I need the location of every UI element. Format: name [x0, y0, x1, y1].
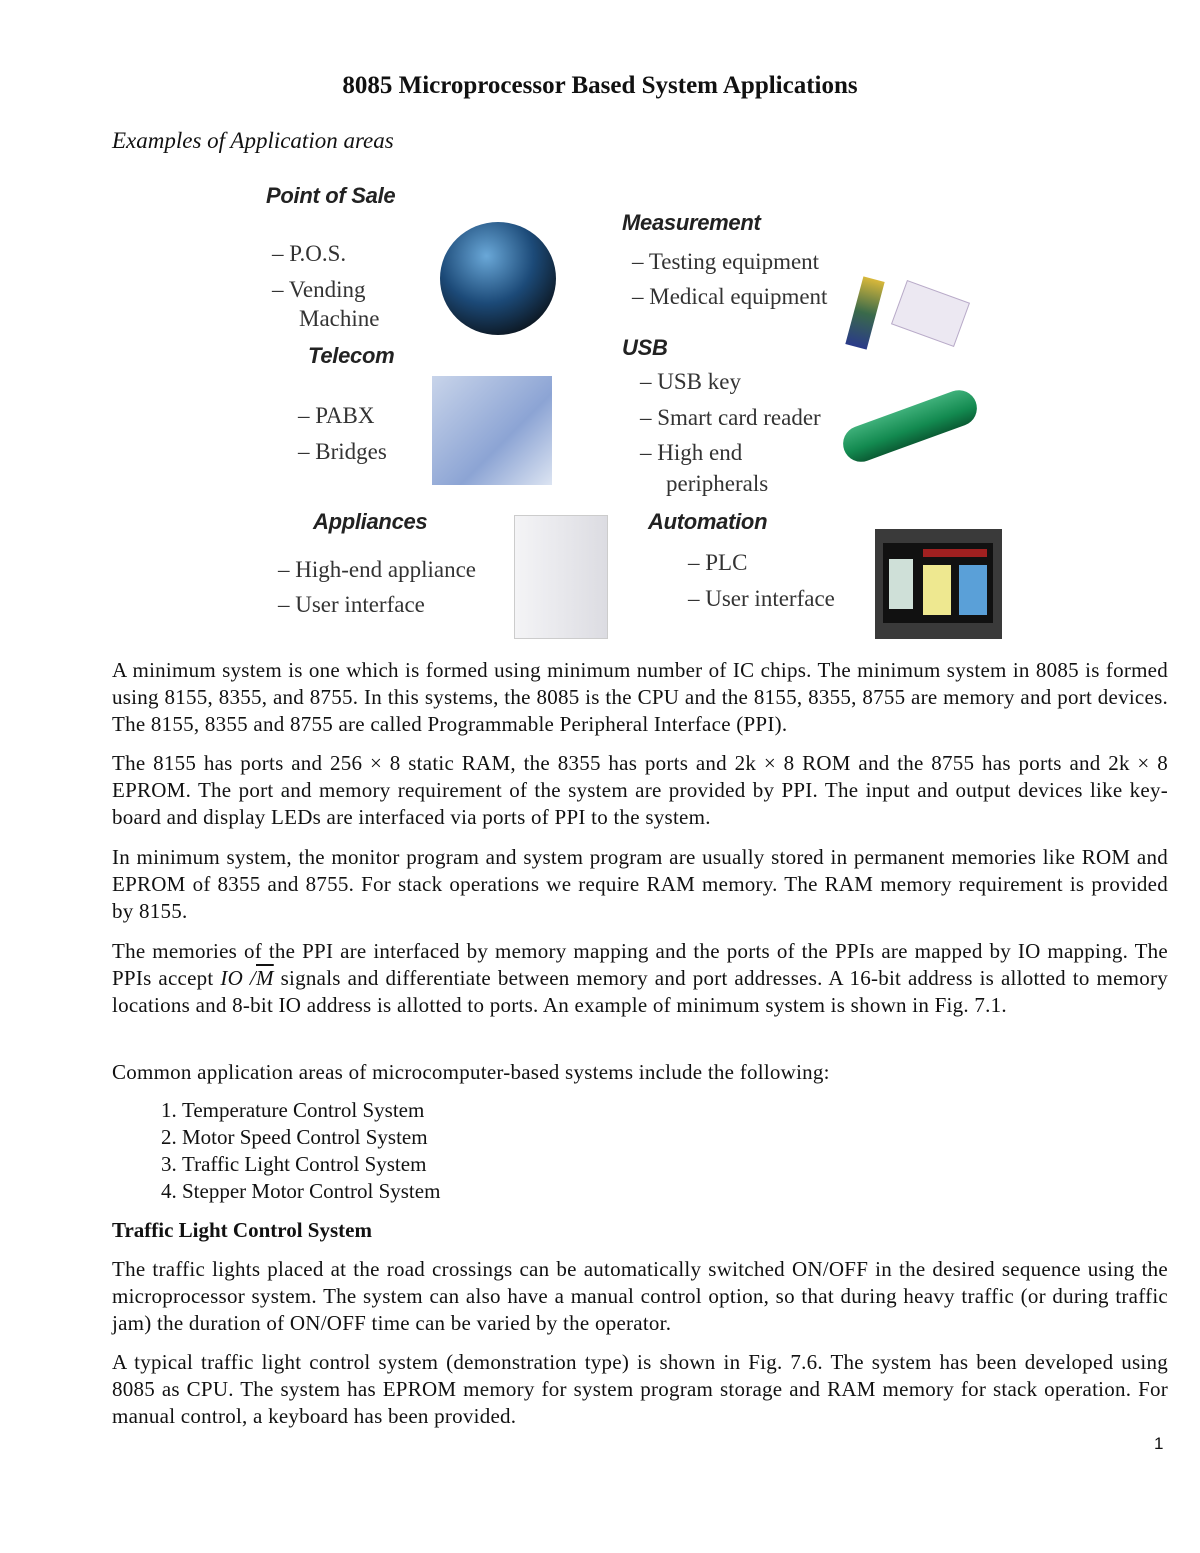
telecom-image — [432, 376, 552, 485]
paragraph-traffic-lights: The traffic lights placed at the road crossings can be automatically switched ON/OFF in the desired sequence using the microprocessor system. The system can also have a manual control option, so that during heavy traffic (or during traffic jam) the duration of ON/OFF time can be varied by the operator. — [112, 1257, 1168, 1335]
item: – Testing equipment — [632, 249, 820, 274]
item: peripherals — [666, 471, 769, 496]
page-number: 1 — [1154, 1434, 1164, 1453]
heading-usb: USB — [622, 335, 668, 360]
text: The memories of the PPI are interfaced by memory mapping and the ports of the PPIs are mapped by IO mapping. The PPIs accept — [112, 939, 1168, 990]
item: – Vending — [272, 277, 366, 302]
section-subtitle: Examples of Application areas — [112, 128, 394, 153]
item: Machine — [299, 306, 380, 331]
item: – Smart card reader — [640, 405, 821, 430]
paragraph-memory-mapping — [112, 938, 1168, 1019]
application-list — [140, 1097, 440, 1205]
item: – USB key — [640, 369, 741, 394]
item: – High-end appliance — [278, 557, 476, 582]
heading-point-of-sale: Point of Sale — [266, 183, 396, 208]
washing-machine-image — [514, 515, 608, 639]
usb-key-image — [838, 385, 982, 467]
item: – Medical equipment — [632, 284, 828, 309]
paragraph-minimum-system: A minimum system is one which is formed using minimum number of IC chips. The minimum system in 8085 is formed using 8155, 8355, and 8755. In this systems, the 8085 is the CPU and the 8155, 8355, 8755 are memory and port devices. The 8155, 8355 and 8755 are called Programmable Peripheral Interface (PPI). — [112, 658, 1168, 736]
heading-appliances: Appliances — [313, 509, 428, 534]
io-signal: IO / — [220, 966, 256, 990]
pos-keyboard-image — [440, 222, 556, 335]
m-bar-signal: $\overline{M}$ — [256, 966, 274, 990]
page-title: 8085 Microprocessor Based System Applications — [342, 72, 858, 99]
paragraph-common-areas: Common application areas of microcomputer-based systems include the following: — [112, 1060, 830, 1084]
item: – P.O.S. — [272, 241, 347, 266]
item: – Bridges — [298, 439, 387, 464]
medical-equipment-image — [852, 270, 972, 350]
paragraph-monitor-program: In minimum system, the monitor program and system program are usually stored in permanent memories like ROM and EPROM of 8355 and 8755. For stack operations we require RAM memory. The RAM memory requirement is provided by 8155. — [112, 845, 1168, 923]
paragraph-typical-system: A typical traffic light control system (demonstration type) is shown in Fig. 7.6. The system has been developed using 8085 as CPU. The system has EPROM memory for system program storage and RAM memory for stack operation. For manual control, a keyboard has been provided. — [112, 1350, 1168, 1428]
list-item: 4. Stepper Motor Control System — [182, 1178, 440, 1205]
paragraph-8155-details: The 8155 has ports and 256 × 8 static RAM, the 8355 has ports and 2k × 8 ROM and the 8755 has ports and 2k × 8 EPROM. The port and memory requirement of the system are provided by PPI. The input and output devices like key-board and display LEDs are interfaced via ports of PPI to the system. — [112, 751, 1168, 829]
item: – High end — [640, 440, 743, 465]
list-item: 3. Traffic Light Control System — [182, 1151, 440, 1178]
item: – PABX — [298, 403, 375, 428]
heading-measurement: Measurement — [622, 210, 761, 235]
list-item: 1. Temperature Control System — [182, 1097, 440, 1124]
plc-panel-image — [875, 529, 1002, 639]
list-item: 2. Motor Speed Control System — [182, 1124, 440, 1151]
heading-telecom: Telecom — [308, 343, 395, 368]
text: signals and differentiate between memory and port addresses. A 16-bit address is allotted to memory locations and 8-bit IO address is allotted to ports. An example of minimum system is shown in Fig. 7.1. — [112, 966, 1168, 1017]
item: – User interface — [278, 592, 425, 617]
section-heading-traffic-light: Traffic Light Control System — [112, 1218, 372, 1242]
heading-automation: Automation — [648, 509, 768, 534]
item: – User interface — [688, 586, 835, 611]
item: – PLC — [688, 550, 748, 575]
